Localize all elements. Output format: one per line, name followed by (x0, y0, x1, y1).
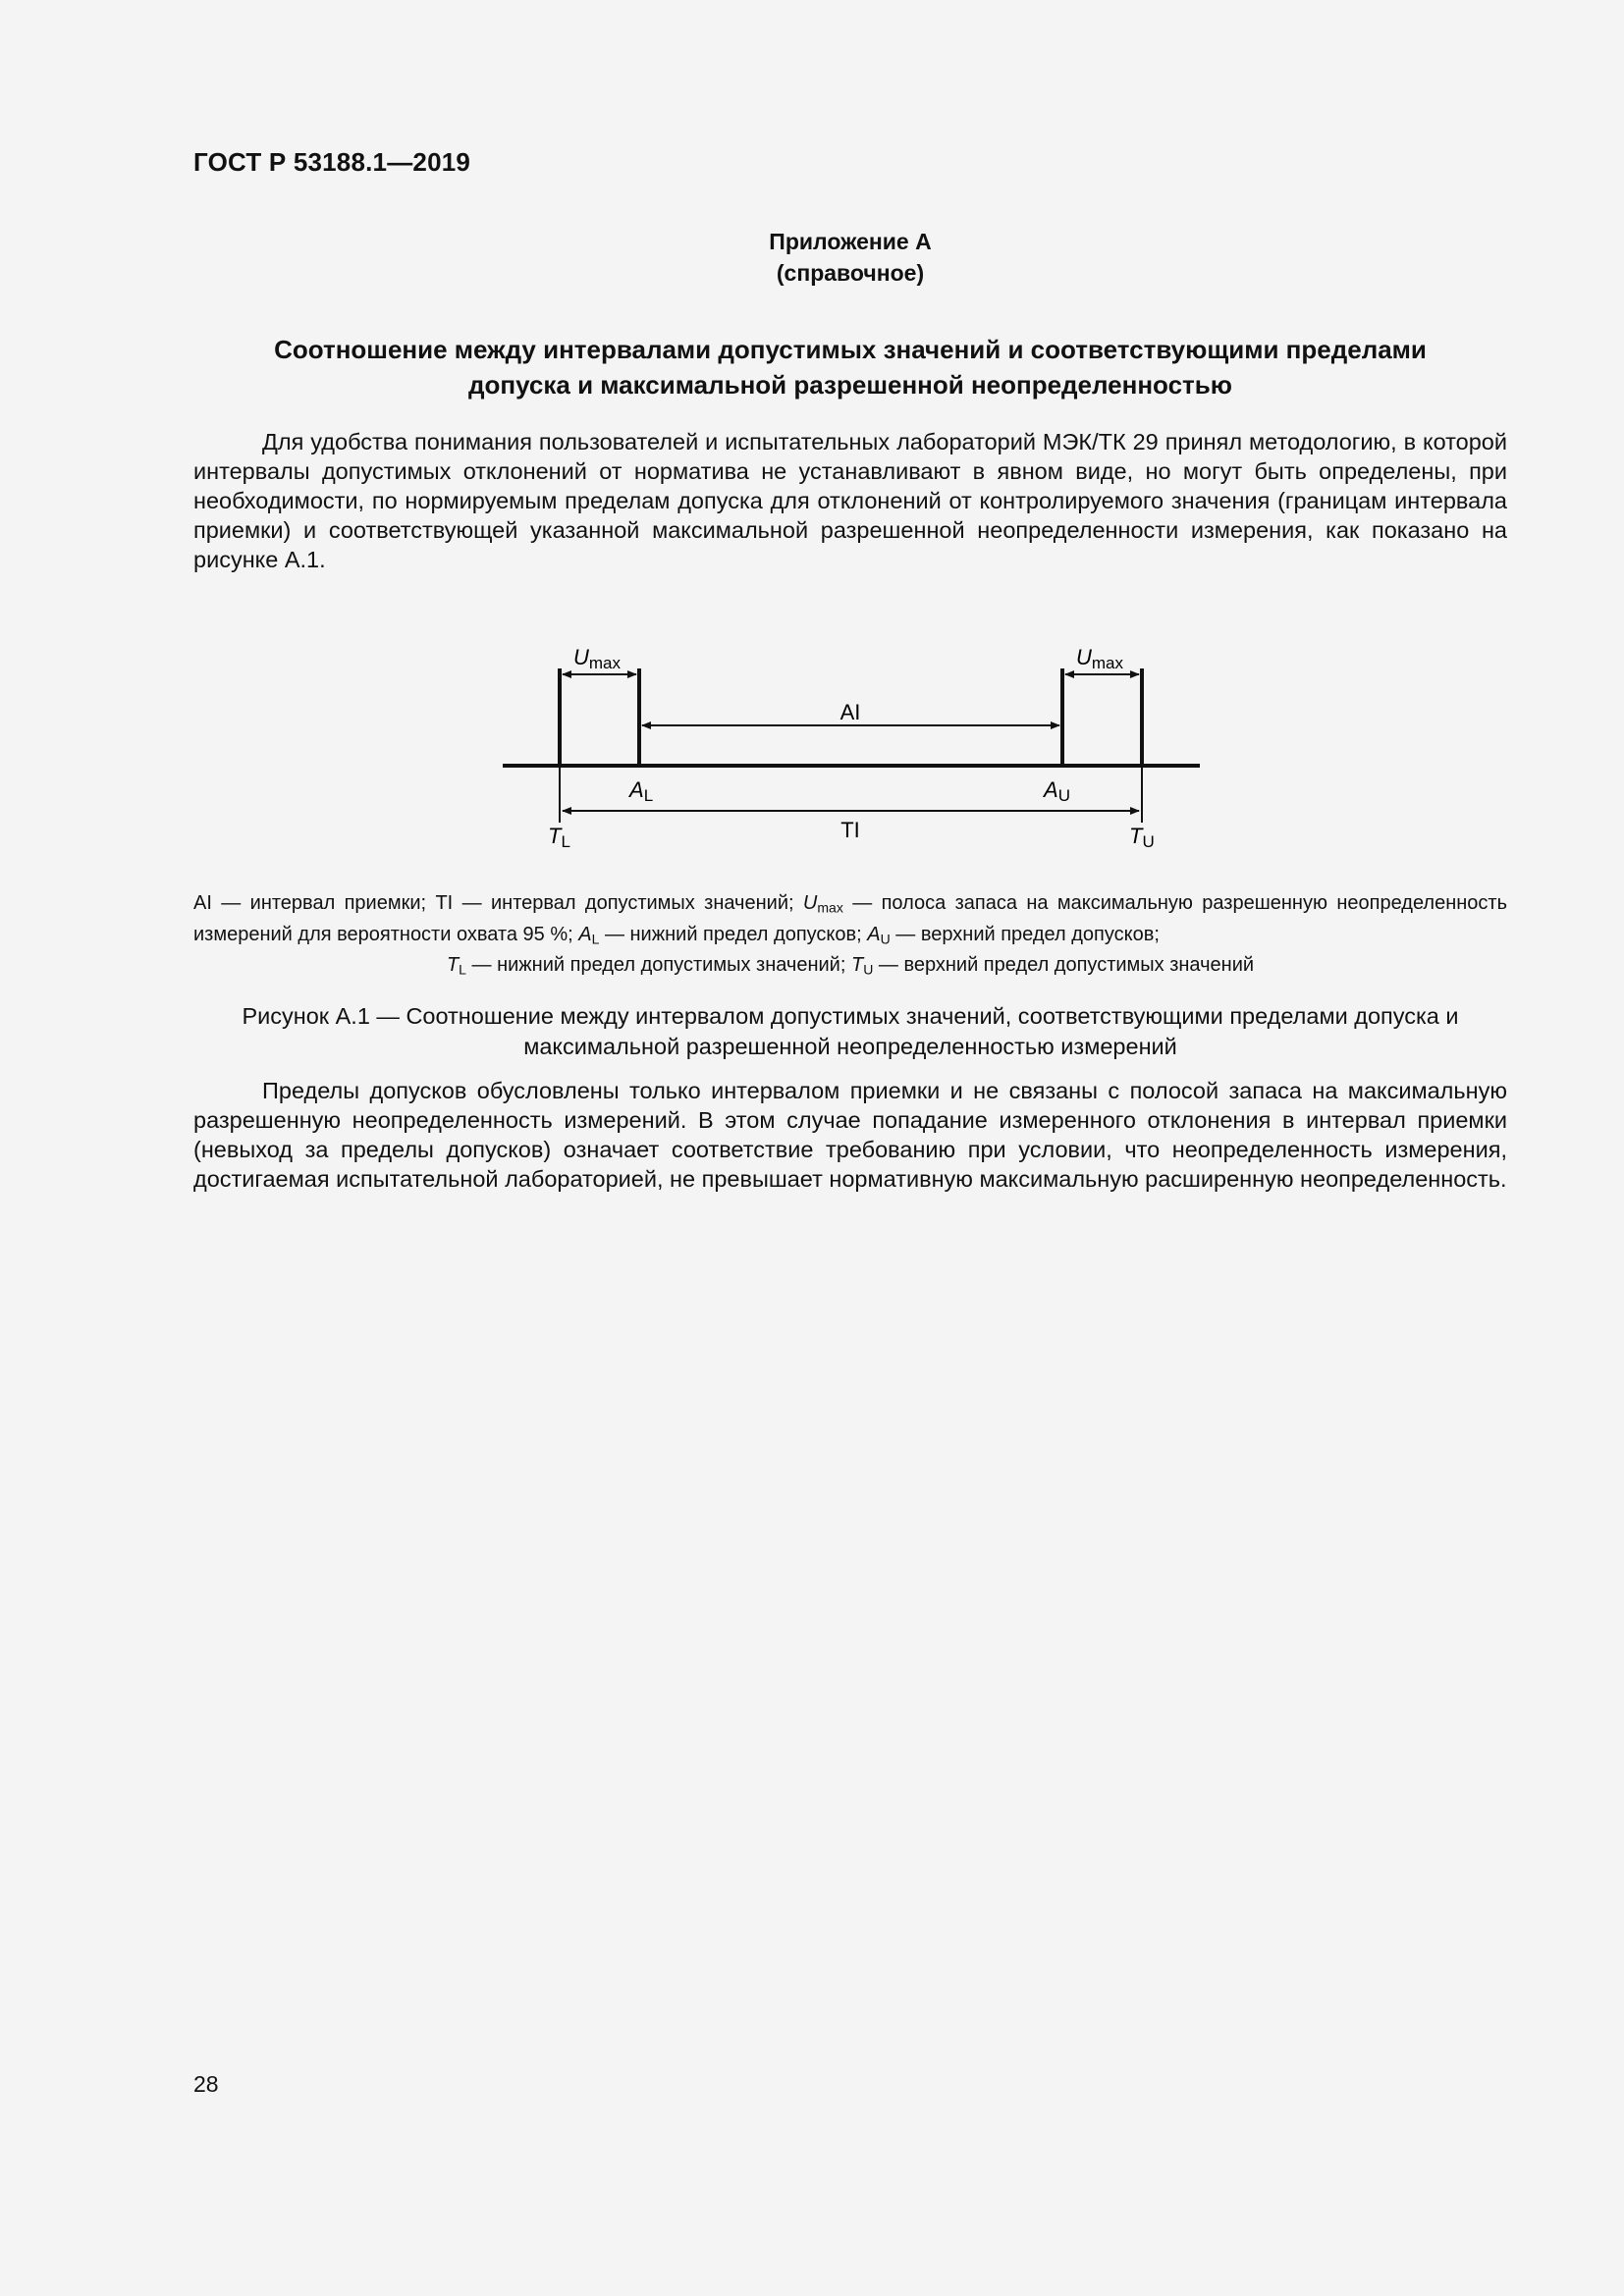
annex-type: (справочное) (776, 260, 925, 286)
legend-last-line: $T_L$ — нижний предел допустимых значений; $T_U$ — верхний предел допустимых значений (446, 954, 1255, 978)
page-number: 28 (193, 2071, 219, 2097)
document-id: ГОСТ Р 53188.1—2019 (193, 147, 471, 177)
al-label: AL (629, 777, 654, 805)
ai-label: AI (839, 700, 861, 724)
tl-label: TL (548, 824, 570, 851)
legend-main-text: AI — интервал приемки; TI — интервал допустимых значений; $U_{max}$ — полоса запаса на максимальную разрешенную неопределенность измерений для вероятности охвата 95 %; $A_L$ — нижний предел допусков; $A_U$ — верхний предел допусков; (193, 892, 1507, 946)
figure-caption-line-2: максимальной разрешенной неопределенностью измерений (523, 1034, 1177, 1059)
figure-legend (193, 890, 1507, 984)
figure-caption-line-1: Рисунок А.1 — Соотношение между интервалом допустимых значений, соответствующими пределами допуска и (242, 1003, 1459, 1029)
umax-right-label: Umax (1076, 645, 1124, 672)
figure-caption (193, 1001, 1507, 1062)
au-label: AU (1044, 777, 1070, 805)
annex-title (193, 332, 1507, 402)
ti-label: TI (840, 818, 860, 842)
umax-left-label: Umax (573, 645, 622, 672)
annex-title-line-2: допуска и максимальной разрешенной неопределенностью (468, 370, 1232, 400)
annex-label: Приложение А (769, 229, 932, 254)
annex-heading (193, 226, 1507, 289)
tu-label: TU (1129, 824, 1155, 851)
annex-title-line-1: Соотношение между интервалами допустимых значений и соответствующими пределами (274, 335, 1427, 364)
intro-paragraph: Для удобства понимания пользователей и испытательных лабораторий МЭК/ТК 29 принял методологию, в которой интервалы допустимых отклонений от норматива не устанавливают в явном виде, но могут быть определены, при необходимости, по нормируемым пределам допуска для отклонений от контролируемого значения (границам интервала приемки) и соответствующей указанной максимальной разрешенной неопределенности измерения, как показано на рисунке А.1. (193, 429, 1507, 572)
body-paragraph: Пределы допусков обусловлены только интервалом приемки и не связаны с полосой запаса на максимальную разрешенную неопределенность измерений. В этом случае попадание измеренного отклонения в интервал приемки (невыход за пределы допусков) означает соответствие требованию при условии, что неопределенность измерения, достигаемая испытательной лабораторией, не превышает нормативную максимальную расширенную неопределенность. (193, 1078, 1507, 1192)
figure-a1-diagram (491, 628, 1218, 864)
